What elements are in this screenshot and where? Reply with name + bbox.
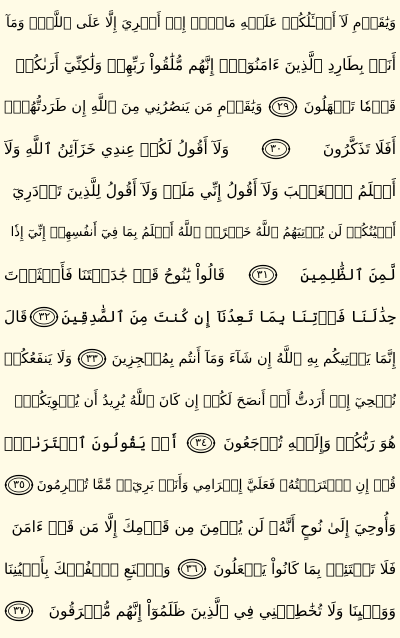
verse-text: وَوَحۡيِنَا وَلَا تُخَٰطِبۡنِي فِي ٱلَّذِينَ ظَلَمُوٓاْ إِنَّهُم مُّغۡرَقُونَ: [48, 602, 396, 620]
verse-text: أَفَلَا تَذَكَّرُونَ: [322, 140, 396, 158]
verse-text: نُصۡحِيٓ إِنۡ أَرَدتُّ أَنۡ أَنصَحَ لَكُمۡ إِن كَانَ ٱللَّهُ يُرِيدُ أَن يُغۡوِيَكُمۡۚ: [14, 393, 396, 409]
verse-text: أَنَا۠ بِطَارِدِ ٱلَّذِينَ ءَامَنُوٓاْۚ إِنَّهُم مُّلَٰقُواْ رَبِّهِمۡ وَلَٰكِنِّيٓ أَرَىٰكُمۡ: [15, 56, 396, 74]
ayah-number: ٣٤: [195, 436, 207, 449]
ayah-number-marker: [177, 558, 207, 580]
verse-text: جِدَٰلَنَا فَأۡتِنَا بِمَا تَعِدُنَآ إِن كُنتَ مِنَ ٱلصَّٰدِقِينَ: [61, 308, 396, 326]
text-line: [4, 464, 396, 506]
ayah-number-marker: [268, 96, 298, 118]
verse-text: وَيَٰقَوۡمِ لَآ أَسۡـَٔلُكُمۡ عَلَيۡهِ مَالًاۖ إِنۡ أَجۡرِيَ إِلَّا عَلَى ٱللَّهِۚ وَمَآ: [6, 15, 396, 31]
ayah-number: ٣٣: [85, 352, 98, 365]
verse-text: قَالَ: [4, 308, 28, 326]
text-line: [4, 548, 396, 590]
text-line: [4, 44, 396, 86]
text-line: [4, 380, 396, 422]
ayah-number-marker: [77, 348, 107, 370]
ayah-number: ٣٧: [13, 604, 25, 617]
verse-text: قُلۡ إِنِ ٱفۡتَرَيۡتُهُۥ فَعَلَيَّ إِجۡرَامِي وَأَنَا۠ بَرِيٓءٞ مِّمَّا تُجۡرِمُونَ: [36, 477, 396, 493]
ayah-number-marker: [4, 474, 34, 496]
text-line: [4, 2, 396, 44]
verse-text: وَلَا يَنفَعُكُمۡ: [4, 351, 73, 367]
verse-text: أَمۡ يَقُولُونَ ٱفۡتَرَىٰهُۖ: [4, 434, 179, 452]
ayah-number: ٣٠: [270, 142, 282, 155]
verse-text: قَوۡمٗا تَجۡهَلُونَ: [303, 99, 396, 115]
verse-text: وَيَٰقَوۡمِ مَن يَنصُرُنِي مِنَ ٱللَّهِ إِن طَرَدتُّهُمۡۚ: [4, 99, 263, 115]
text-line: [4, 422, 396, 464]
text-line: [4, 296, 396, 338]
ayah-number-marker: [248, 264, 278, 286]
verse-text: أَعۡيُنُكُمۡ لَن يُؤۡتِيَهُمُ ٱللَّهُ خَيۡرًاۖ ٱللَّهُ أَعۡلَمُ بِمَا فِيٓ أَنفُسِهِمۡ إِنِّيٓ إِذٗا: [10, 225, 396, 240]
verse-text: لَّمِنَ ٱلظَّٰلِمِينَ: [300, 266, 396, 284]
text-line: [4, 338, 396, 380]
text-line: [4, 590, 396, 632]
verse-text: قَالُواْ يَٰنُوحُ قَدۡ جَٰدَلۡتَنَا فَأَكۡثَرۡتَ: [4, 266, 225, 284]
ayah-number: ٣٦: [185, 562, 198, 575]
text-line: [4, 254, 396, 296]
verse-text: أَعۡلَمُ ٱلۡغَيۡبَ وَلَآ أَقُولُ إِنِّي مَلَكٞ وَلَآ أَقُولُ لِلَّذِينَ تَزۡدَرِيٓ: [12, 182, 396, 200]
ayah-number-marker: [261, 138, 291, 160]
verse-text: وَأُوحِيَ إِلَىٰ نُوحٍ أَنَّهُۥ لَن يُؤۡمِنَ مِن قَوۡمِكَ إِلَّا مَن قَدۡ ءَامَنَ: [11, 518, 396, 536]
verse-text: فَلَا تَبۡتَئِسۡ بِمَا كَانُواْ يَفۡعَلُونَ: [213, 560, 396, 578]
text-line: [4, 212, 396, 254]
verse-text: إِنَّمَا يَأۡتِيكُم بِهِ ٱللَّهُ إِن شَآءَ وَمَآ أَنتُم بِمُعۡجِزِينَ: [111, 351, 396, 367]
verse-text: وَلَآ أَقُولُ لَكُمۡ عِندِي خَزَآئِنُ ٱللَّهِ وَلَآ: [4, 140, 230, 158]
verse-text: هُوَ رَبُّكُمۡ وَإِلَيۡهِ تُرۡجَعُونَ: [223, 434, 396, 452]
ayah-number-marker: [4, 600, 34, 622]
ayah-number: ٢٩: [277, 100, 289, 113]
text-line: [4, 170, 396, 212]
text-line: [4, 506, 396, 548]
verse-text: وَٱصۡنَعِ ٱلۡفُلۡكَ بِأَعۡيُنِنَا: [4, 560, 171, 578]
text-line: [4, 128, 396, 170]
ayah-number-marker: [186, 432, 216, 454]
ayah-number: ٣٢: [38, 310, 51, 323]
text-line: [4, 86, 396, 128]
ayah-number: ٣١: [256, 268, 269, 281]
ayah-number-marker: [29, 306, 59, 328]
ayah-number: ٣٥: [13, 478, 25, 491]
